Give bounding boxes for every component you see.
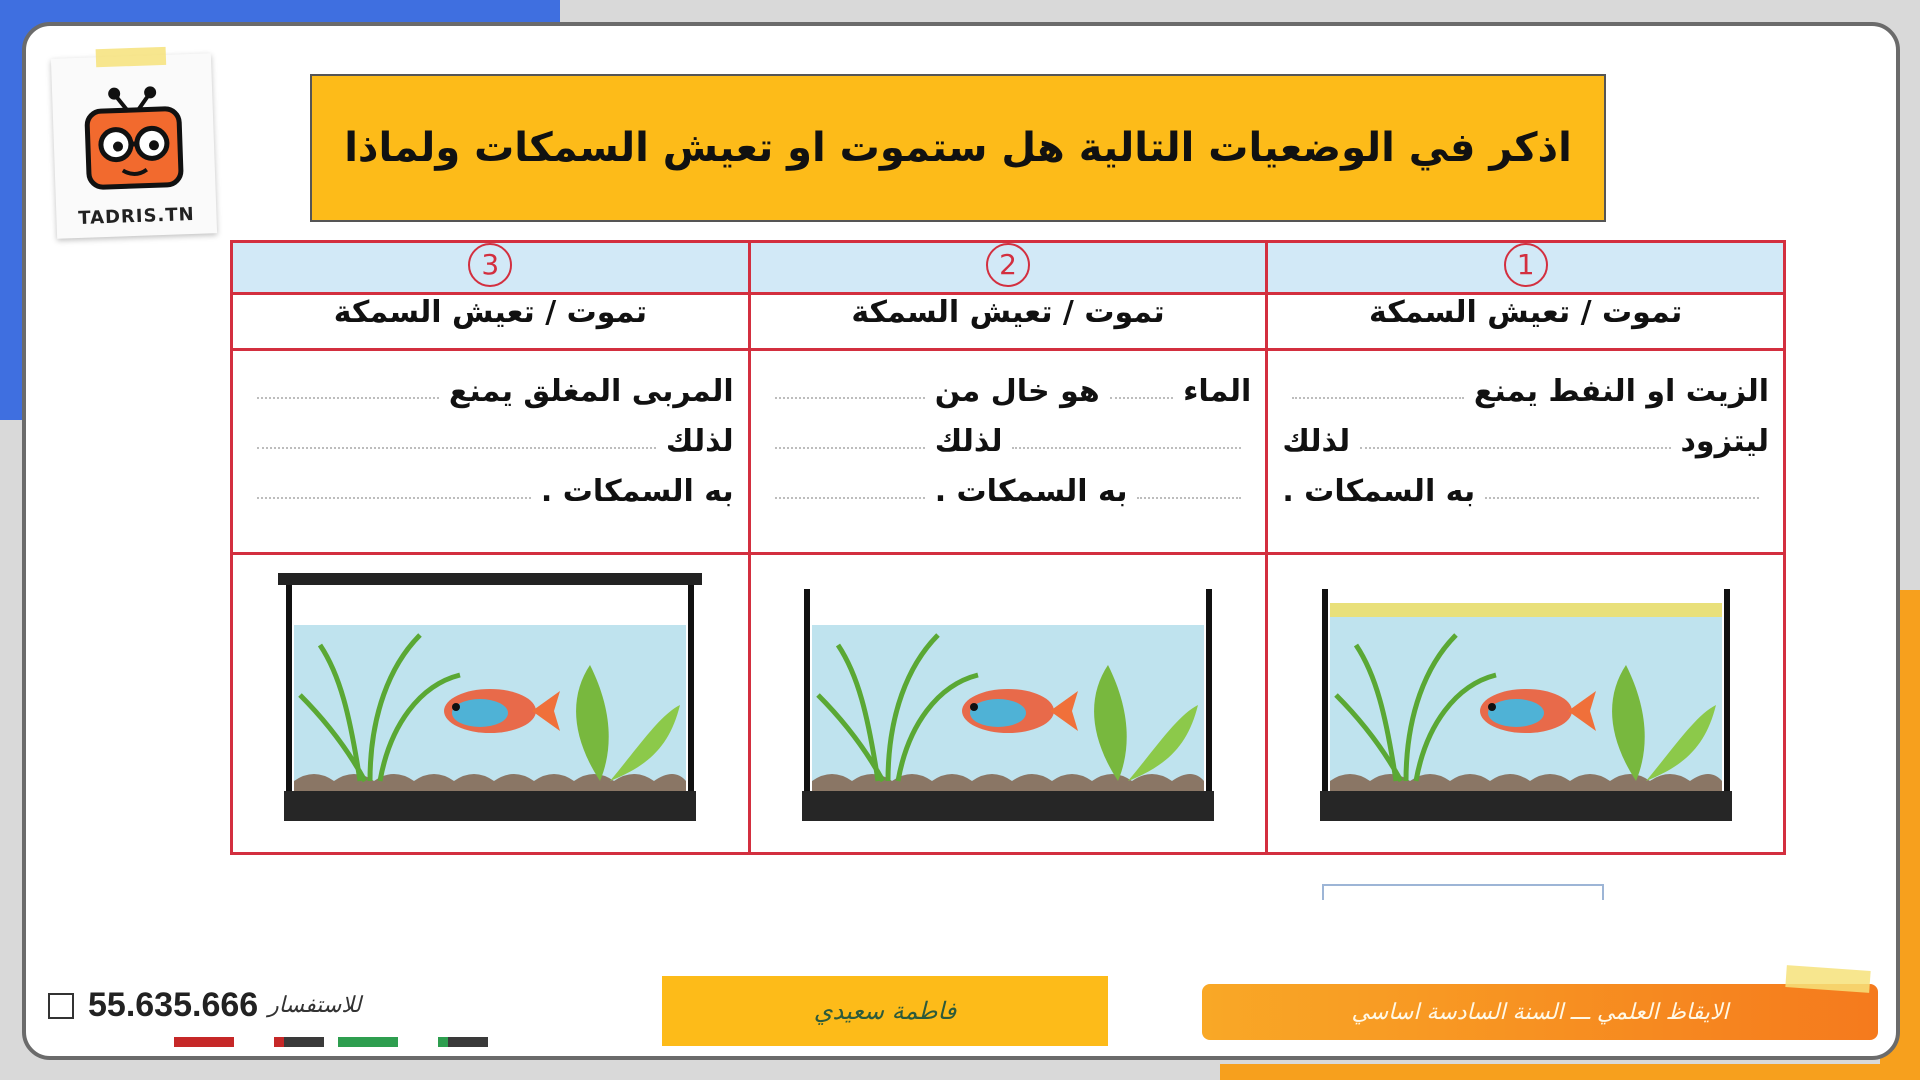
fill-in-cell-1 xyxy=(1267,350,1785,554)
answer-blank[interactable] xyxy=(1110,397,1173,399)
sentence-text: الزيت او النفط يمنع xyxy=(1473,374,1769,409)
aquarium-row xyxy=(232,554,1785,854)
answer-blank[interactable] xyxy=(1292,397,1464,399)
column-header-1: تموت / تعيش السمكة xyxy=(1267,294,1785,350)
page-title: اذكر في الوضعيات التالية هل ستموت او تعيش السمكات ولماذا xyxy=(344,125,1572,171)
answer-blank[interactable] xyxy=(1485,497,1759,499)
logo-text: TADRIS.TN xyxy=(77,203,196,229)
phone-number: 55.635.666 xyxy=(88,986,259,1024)
sentence-text: به السمكات . xyxy=(1282,474,1476,509)
sentence-line xyxy=(1282,409,1769,459)
sentence-text: الماء xyxy=(1183,374,1252,409)
number-cell-3 xyxy=(232,242,750,294)
answer-blank[interactable] xyxy=(257,447,656,449)
contact-label: للاستفسار xyxy=(268,993,362,1018)
answer-blank[interactable] xyxy=(775,497,925,499)
sentence-line xyxy=(247,359,734,409)
title-banner xyxy=(310,74,1606,222)
aquarium-open-icon xyxy=(788,555,1228,825)
number-row xyxy=(232,242,1785,294)
sentence-text: به السمكات . xyxy=(540,474,734,509)
checkbox-icon xyxy=(48,993,74,1019)
logo-tape xyxy=(96,47,167,67)
aquarium-closed-lid-icon xyxy=(270,555,710,825)
sentence-text: لذلك xyxy=(1282,424,1351,459)
answer-blank[interactable] xyxy=(1137,497,1241,499)
sentence-line xyxy=(765,459,1252,509)
flag-strip-green-icon xyxy=(338,1034,488,1050)
number-badge-3: 3 xyxy=(468,243,512,287)
answer-blank[interactable] xyxy=(257,497,531,499)
number-cell-1 xyxy=(1267,242,1785,294)
tadris-logo xyxy=(51,53,217,238)
sentence-line xyxy=(765,359,1252,409)
teacher-banner xyxy=(662,976,1108,1046)
column-header-3: تموت / تعيش السمكة xyxy=(232,294,750,350)
slide xyxy=(22,22,1900,1060)
answer-blank[interactable] xyxy=(257,397,439,399)
decorative-tab xyxy=(1322,884,1604,900)
number-badge-1: 1 xyxy=(1504,243,1548,287)
sentence-line xyxy=(1282,359,1769,409)
sentence-line xyxy=(247,409,734,459)
sentence-text: به السمكات . xyxy=(934,474,1128,509)
answer-blank[interactable] xyxy=(775,397,925,399)
answer-blank[interactable] xyxy=(775,447,925,449)
aquarium-cell-3 xyxy=(232,554,750,854)
background-orange-strip xyxy=(1220,1064,1920,1080)
answer-blank[interactable] xyxy=(1360,447,1670,449)
fill-in-cell-3 xyxy=(232,350,750,554)
fill-in-row xyxy=(232,350,1785,554)
header-row xyxy=(232,294,1785,350)
sentence-line xyxy=(1282,459,1769,509)
tv-mascot-icon xyxy=(72,76,196,200)
column-header-2: تموت / تعيش السمكة xyxy=(749,294,1267,350)
sentence-text: لذلك xyxy=(934,424,1003,459)
aquarium-cell-1 xyxy=(1267,554,1785,854)
sentence-text: لذلك xyxy=(665,424,734,459)
aquarium-oil-layer-icon xyxy=(1306,555,1746,825)
teacher-name: فاطمة سعيدي xyxy=(813,997,957,1025)
sentence-line xyxy=(765,409,1252,459)
sentence-line xyxy=(247,459,734,509)
subject-text: الايقاظ العلمي ـــ السنة السادسة اساسي xyxy=(1351,999,1729,1025)
answer-blank[interactable] xyxy=(1012,447,1241,449)
sentence-text: ليتزود xyxy=(1680,424,1769,459)
worksheet-table xyxy=(230,240,1786,855)
contact-info xyxy=(48,986,361,1025)
subject-banner xyxy=(1202,984,1878,1040)
number-cell-2 xyxy=(749,242,1267,294)
aquarium-cell-2 xyxy=(749,554,1267,854)
sentence-text: هو خال من xyxy=(934,374,1100,409)
flag-strip-red-icon xyxy=(174,1034,324,1050)
number-badge-2: 2 xyxy=(986,243,1030,287)
sentence-text: المربى المغلق يمنع xyxy=(448,374,734,409)
fill-in-cell-2 xyxy=(749,350,1267,554)
